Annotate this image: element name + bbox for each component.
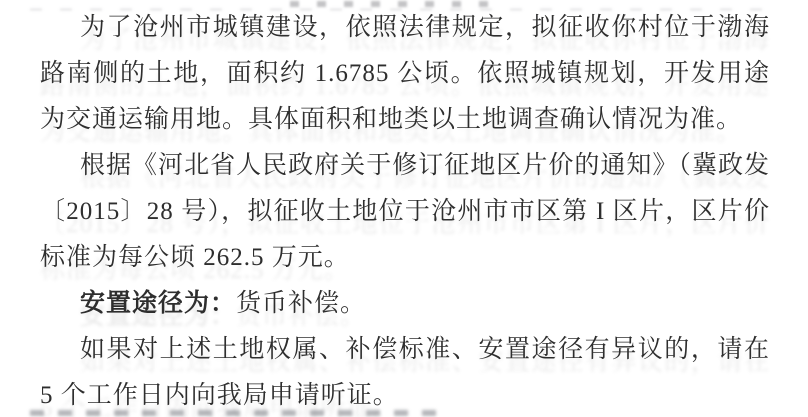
paragraph-resettlement — [40, 281, 770, 327]
resettlement-value: 货币补偿。 — [236, 290, 367, 317]
resettlement-label: 安置途径为： — [80, 290, 237, 317]
paragraph-land-requisition: 为了沧州市城镇建设，依照法律规定，拟征收你村位于渤海路南侧的土地，面积约 1.6785 公顷。依照城镇规划，开发用途为交通运输用地。具体面积和地类以土地调查确认情况为准。 — [40, 14, 770, 133]
paragraph-price-basis: 根据《河北省人民政府关于修订征地区片价的通知》（冀政发〔2015〕28 号），拟征收土地位于沧州市市区第 I 区片，区片价标准为每公顷 262.5 万元。 — [40, 152, 770, 271]
paragraph-hearing-rights: 如果对上述土地权属、补偿标准、安置途径有异议的，请在 5 个工作日内向我局申请听证。 — [40, 336, 770, 409]
notice-body — [40, 5, 770, 417]
